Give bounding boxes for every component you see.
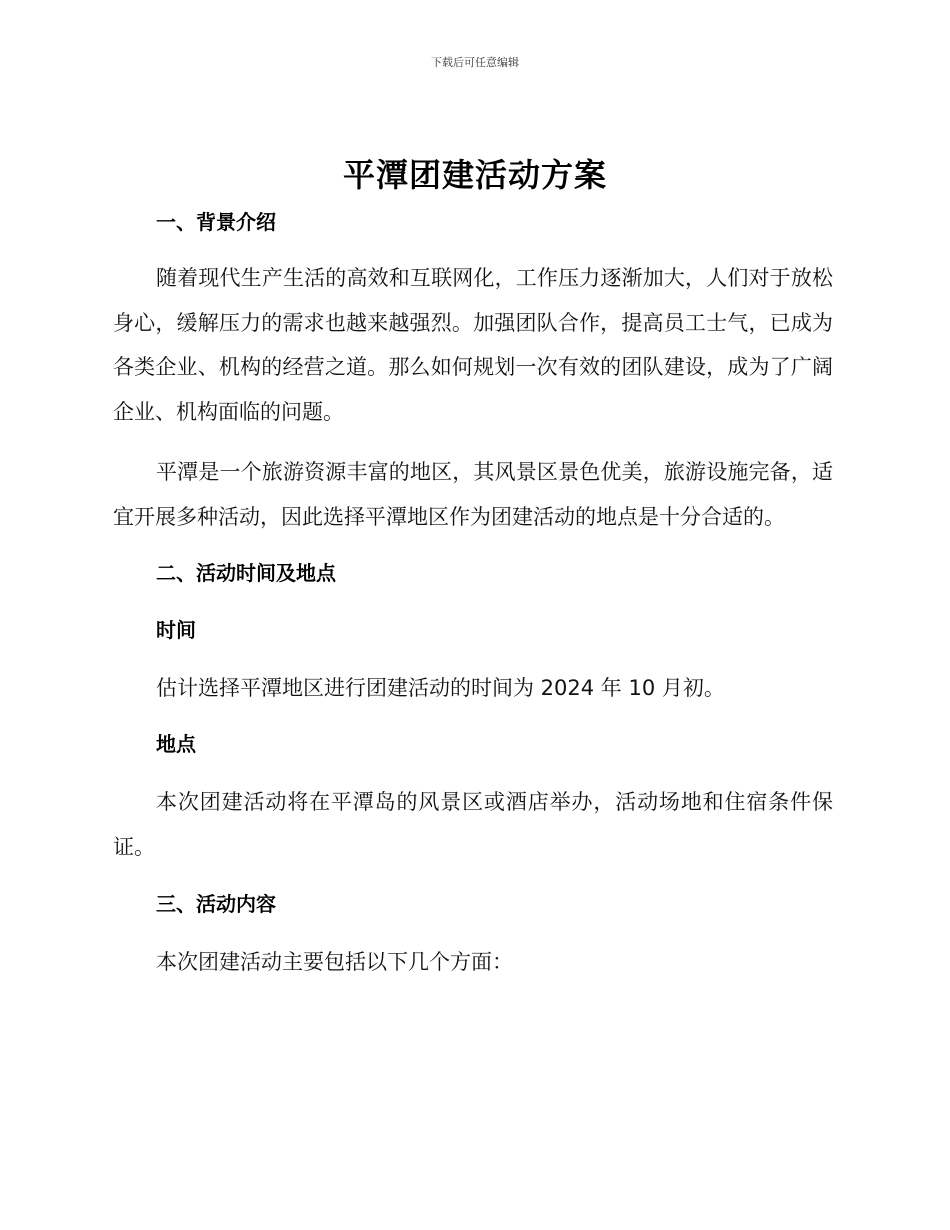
place-subheading: 地点 bbox=[156, 732, 196, 756]
section-3-intro: 本次团建活动主要包括以下几个方面： bbox=[156, 950, 513, 974]
time-subheading: 时间 bbox=[156, 618, 196, 642]
place-text: 本次团建活动将在平潭岛的风景区或酒店举办，活动场地和住宿条件保证。 bbox=[113, 790, 833, 859]
document-title: 平潭团建活动方案 bbox=[342, 156, 607, 194]
time-text: 估计选择平潭地区进行团建活动的时间为 2024 年 10 月初。 bbox=[156, 676, 725, 700]
section-2-heading: 二、活动时间及地点 bbox=[156, 561, 336, 585]
section-3-heading: 三、活动内容 bbox=[156, 892, 276, 916]
section-1-paragraph-2: 平潭是一个旅游资源丰富的地区，其风景区景色优美，旅游设施完备，适宜开展多种活动，因此选择平潭地区作为团建活动的地点是十分合适的。 bbox=[113, 460, 833, 529]
header-note: 下载后可任意编辑 bbox=[431, 56, 519, 69]
section-1-paragraph-1: 随着现代生产生活的高效和互联网化，工作压力逐渐加大，人们对于放松身心，缓解压力的需求也越来越强烈。加强团队合作，提高员工士气，已成为各类企业、机构的经营之道。那么如何规划一次有效的团队建设，成为了广阔企业、机构面临的问题。 bbox=[113, 266, 833, 424]
section-1-heading: 一、背景介绍 bbox=[156, 210, 276, 234]
